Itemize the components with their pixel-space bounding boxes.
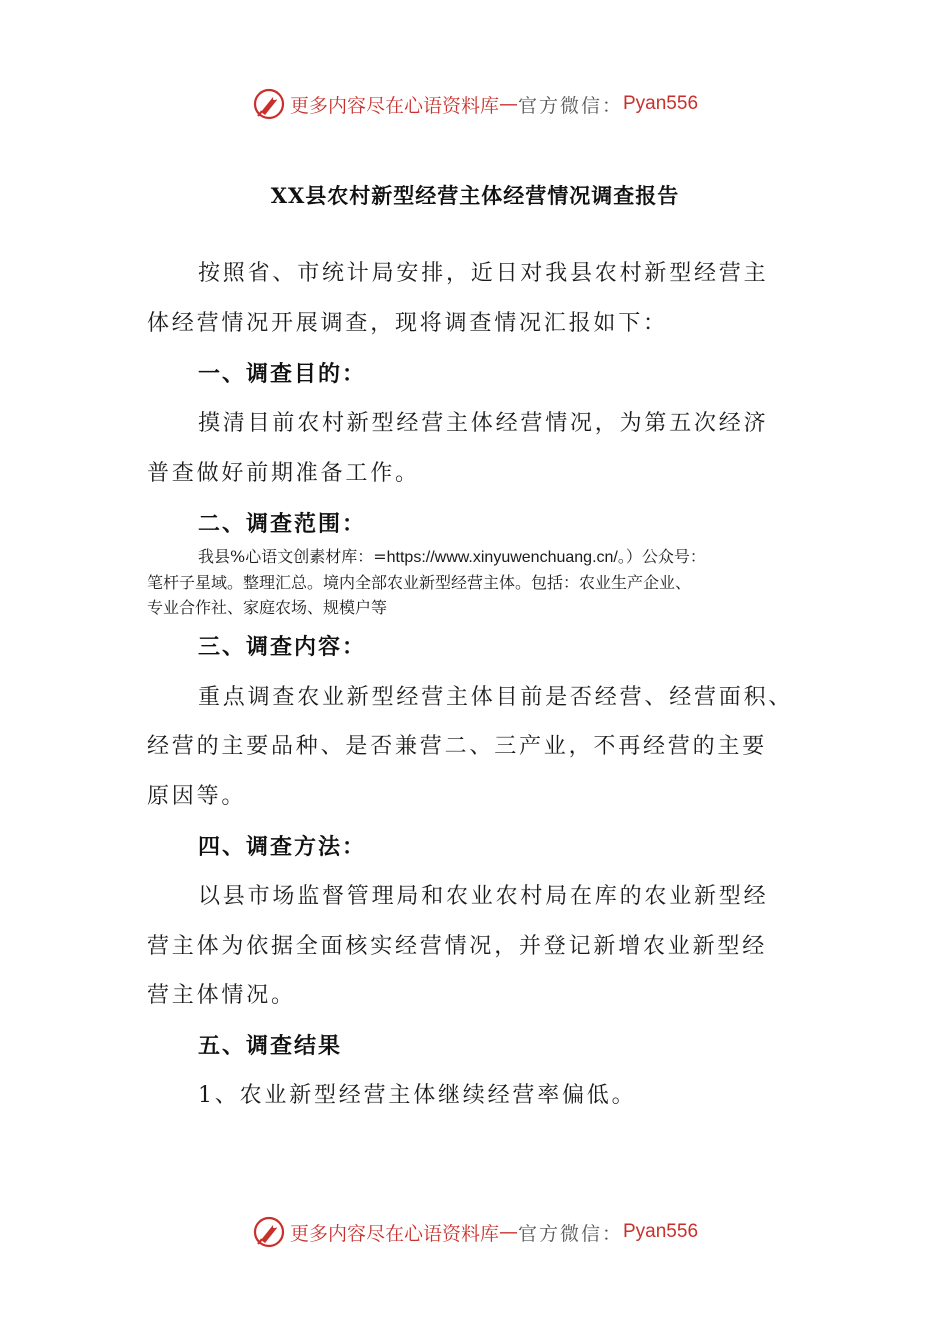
section-5-heading: 五、调查结果 — [198, 1034, 343, 1059]
watermark-dash: — — [498, 93, 518, 115]
section-2-line-3: 专业合作社、家庭农场、规模户等 — [147, 598, 388, 617]
section-2-line-1-a: 我县%心语文创素材库：= — [198, 547, 387, 566]
section-4-line-1: 以县市场监督管理局和农业农村局在库的农业新型经 — [198, 884, 769, 909]
document-title: XX县农村新型经营主体经营情况调查报告 — [270, 183, 680, 208]
intro-line-1: 按照省、市统计局安排，近日对我县农村新型经营主 — [198, 261, 769, 286]
section-2-body — [147, 544, 807, 620]
section-2-heading: 二、调查范围： — [198, 512, 367, 537]
watermark-wechat-label: 官方微信： — [517, 94, 623, 117]
section-5-line-1: 1、农业新型经营主体继续经营率偏低。 — [198, 1083, 637, 1108]
section-2-line-2: 笔杆子星域。整理汇总。境内全部农业新型经营主体。包括：农业生产企业、 — [147, 573, 692, 592]
header-watermark — [0, 84, 950, 124]
section-3-line-3: 原因等。 — [147, 784, 247, 809]
pen-nib-logo-icon — [252, 1215, 286, 1249]
intro-line-2: 体经营情况开展调查，现将调查情况汇报如下： — [147, 311, 668, 336]
watermark-text: 更多内容尽在心语资料库 — [289, 1222, 499, 1245]
section-4-heading: 四、调查方法： — [198, 835, 367, 860]
watermark-text: 更多内容尽在心语资料库 — [289, 94, 499, 117]
section-3-line-1: 重点调查农业新型经营主体目前是否经营、经营面积、 — [198, 685, 794, 710]
section-2-line-1-b: 。）公众号： — [617, 547, 706, 566]
section-2-url: https://www.xinyuwenchuang.cn/ — [386, 549, 618, 566]
section-4-line-2: 营主体为依据全面核实经营情况，并登记新增农业新型经 — [147, 934, 768, 959]
section-2-line-1 — [147, 544, 807, 570]
section-4-line-3: 营主体情况。 — [147, 983, 296, 1008]
watermark-dash: — — [498, 1221, 518, 1243]
section-1-line-2: 普查做好前期准备工作。 — [147, 461, 420, 486]
section-1-line-1: 摸清目前农村新型经营主体经营情况，为第五次经济 — [198, 411, 769, 436]
pen-nib-logo-icon — [252, 87, 286, 121]
section-3-line-2: 经营的主要品种、是否兼营二、三产业，不再经营的主要 — [147, 734, 768, 759]
section-1-heading: 一、调查目的： — [198, 362, 367, 387]
watermark-wechat-id: Pyan556 — [623, 93, 699, 114]
watermark-wechat-label: 官方微信： — [517, 1222, 623, 1245]
section-3-heading: 三、调查内容： — [198, 635, 367, 660]
watermark-wechat-id: Pyan556 — [623, 1221, 699, 1242]
footer-watermark — [0, 1212, 950, 1252]
